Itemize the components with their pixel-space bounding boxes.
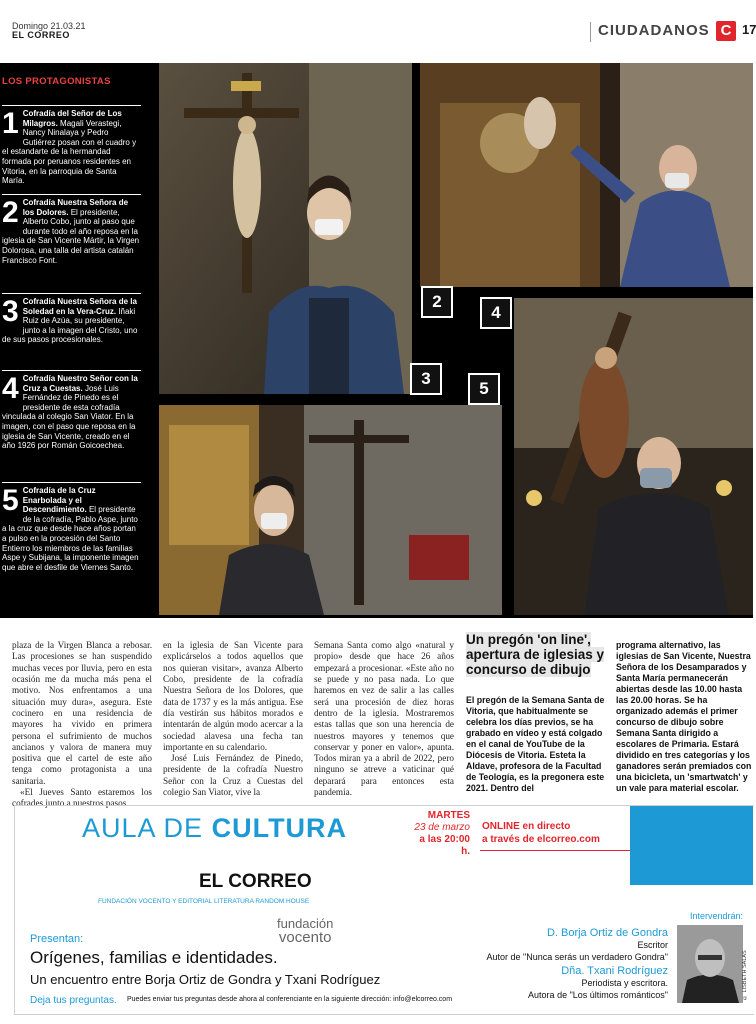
article-text: plaza de la Virgen Blanca a rebosar. Las procesiones se han suspendido muchas veces por lluvia, pero en esta ocasión me da mucha más pena el motivo. Nos enfrentamos a una situación muy dura», asegura. Este cocinero en una residencia de mayores ha vivido en primera persona el sufrimiento de muchos ancianos y valora de manera muy positiva que el cartel de este año tenga como protagonista a una sanitaria.	[12, 640, 152, 786]
ad-ask-label: Deja tus preguntas.	[30, 995, 117, 1006]
divider	[2, 370, 141, 371]
ad-intervendran: Intervendrán:	[690, 911, 744, 921]
article-column-2	[163, 640, 303, 798]
ad-schedule	[410, 810, 470, 858]
protagonist-number: 3	[2, 295, 19, 328]
ad-time: a las 20:00 h.	[419, 834, 470, 857]
protagonist-caption: José Luis Fernández de Pinedo es el presidente de esta cofradía vinculada al colegio San Viator. En la imagen, con el paso que reposa en la iglesia de San Vicente, creado en el año 1926 por Román Goicoechea.	[2, 383, 136, 451]
ad-cultura-word: CULTURA	[211, 813, 348, 843]
article-text: Semana Santa como algo «natural y propio» desde que hace 26 años empezará a procesionar. «Este año no se puede y no pasa nada. Lo que haremos en vez de salir a las calles será una procesión de diez horas dentro de la iglesia. Mostraremos estas tallas que son una herencia de nuestros mayores y tenemos que conservar y poner en valor», apunta. Todos miran ya a abril de 2022, pero ninguno se atreve a vaticinar qué deparará para entonces esta pandemia.	[314, 640, 454, 798]
photo-2	[420, 63, 753, 287]
sidebar-column-2: programa alternativo, las iglesias de San Vicente, Nuestra Señora de los Desamparados y Santa María permanecerán abiertas desde las 10.00 hasta las 20.00 horas. Se ha organizado además el primer concurso de dibujo sobre Semana Santa dirigido a escolares de Primaria. Estará dividido en tres categorías y los ganadores serán premiados con una bicicleta, un 'smartwatch' y un vale para material escolar.	[616, 640, 752, 793]
ad-aula-word: AULA DE	[82, 813, 204, 843]
protagonist-caption: Iñaki Ruiz de Azúa, su presidente, junto a la imagen del Cristo, uno de sus pasos procesionales.	[2, 306, 138, 345]
ad-photo-credit: © LISBETH SALAS	[742, 950, 748, 1000]
section-title: CIUDADANOS	[598, 22, 710, 39]
ad-divider	[480, 850, 630, 851]
ad-speaker1-name: D. Borja Ortiz de Gondra	[546, 927, 668, 939]
ad-online	[482, 820, 600, 846]
protagonist-caption: El presidente de la cofradía, Pablo Aspe, junto a la cruz que desde hace años portan a pulso en la procesión del Santo Entierro los miembros de las familias Aspe y Subijana, la imponente imagen que abre el desfile de Viernes Santo.	[2, 505, 139, 572]
ad-fundacion-word: fundación	[277, 916, 334, 931]
article-column-1	[12, 640, 152, 810]
ad-speaker-photo	[677, 925, 743, 1003]
ad-presentan: Presentan:	[30, 933, 84, 945]
protagonist-2	[2, 198, 141, 265]
protagonist-1	[2, 109, 141, 186]
ad-brand: EL CORREO	[199, 871, 312, 892]
photo-badge-3: 3	[410, 363, 442, 395]
ad-speakers	[440, 926, 668, 1001]
ad-online-via: a través de elcorreo.com	[482, 834, 600, 845]
protagonists-title: LOS PROTAGONISTAS	[2, 76, 111, 87]
protagonist-number: 1	[2, 107, 19, 140]
article-text: «El Jueves Santo estaremos los cofrades junto a nuestros pasos	[12, 787, 152, 809]
ad-speaker1-book: Autor de "Nunca serás un verdadero Gondra"	[486, 951, 668, 962]
photo-1	[159, 63, 412, 394]
protagonist-name: Cofradía del Señor de Los Milagros.	[22, 109, 122, 128]
ad-blue-block	[630, 806, 753, 885]
protagonist-name: Cofradía Nuestra Señora de los Dolores.	[22, 198, 129, 217]
protagonist-name: Cofradía de la Cruz Enarbolada y el Descendimiento.	[22, 486, 96, 515]
ad-speaker1-role: Escritor	[637, 940, 668, 951]
protagonist-3	[2, 297, 141, 345]
protagonist-caption: Magali Verastegi, Nancy Ninalaya y Pedro Gutiérrez posan con el cuadro y el estandarte de la hermandad formada por peruanos residentes en Vitoria, en la parroquia de Santa María.	[2, 118, 137, 186]
ad-foundation-line: FUNDACIÓN VOCENTO Y EDITORIAL LITERATURA RANDOM HOUSE	[98, 898, 310, 905]
photo-badge-5: 5	[468, 373, 500, 405]
edition-date: Domingo 21.03.21	[12, 21, 86, 31]
ad-speaker2-role: Periodista y escritora.	[581, 977, 668, 988]
photo-badge-4: 4	[480, 297, 512, 329]
protagonist-5	[2, 486, 141, 572]
ad-event-subtitle: Un encuentro entre Borja Ortiz de Gondra y Txani Rodríguez	[30, 972, 381, 987]
protagonist-4	[2, 374, 141, 451]
sidebar-headline	[466, 633, 611, 678]
photo-badge-2: 2	[421, 286, 453, 318]
ad-ask-text: Puedes enviar tus preguntas desde ahora al conferenciante en la siguiente dirección: info@elcorreo.com	[127, 996, 453, 1003]
article-column-3	[314, 640, 454, 798]
article-text: José Luis Fernández de Pinedo, presidente de la cofradía Nuestro Señor con la Cruz a Cuestas del colegio San Viator, vive la	[163, 753, 303, 798]
newspaper-name: EL CORREO	[12, 30, 70, 40]
ad-speaker2-book: Autora de "Los últimos románticos"	[528, 989, 668, 1000]
protagonist-name: Cofradía Nuestra Señora de la Soledad en la Vera-Cruz.	[22, 297, 137, 316]
page-number: 17	[742, 22, 756, 37]
divider	[2, 194, 141, 195]
photo-3	[159, 405, 502, 615]
ad-aula-title	[82, 815, 347, 842]
protagonist-caption: El presidente, Alberto Cobo, junto al paso que durante todo el año reposa en la iglesia de San Vicente Mártir, la Virgen Dolorosa, una talla del artista catalán Francisco Font.	[2, 207, 140, 265]
sidebar-headline-text: Un pregón 'on line', apertura de iglesias y concurso de dibujo	[466, 632, 605, 677]
ad-speaker2-name: Dña. Txani Rodríguez	[561, 964, 668, 977]
photo-4	[514, 298, 753, 615]
ad-event-title: Orígenes, familias e identidades.	[30, 948, 278, 967]
ad-fundacion-logo	[277, 917, 333, 945]
ad-day: MARTES	[427, 810, 470, 821]
ad-date: 23 de marzo	[414, 822, 470, 833]
protagonist-number: 4	[2, 372, 19, 405]
ad-vocento-word: vocento	[278, 929, 332, 946]
article-text: en la iglesia de San Vicente para explicárselos a todos aquellos que nos quieran visitar», avanza Alberto Cobo, presidente de la cofradía Nuestra Señora de los Dolores, que data de 1737 y es la más antigua. Ese día vestirán sus hábitos morados e intentarán de algún modo acercar a la sociedad alavesa una fecha tan importante en su calendario.	[163, 640, 303, 752]
section-logo-icon: C	[716, 21, 736, 41]
header-divider	[590, 22, 591, 42]
ad-online-label: ONLINE en directo	[482, 821, 571, 832]
sidebar-body: El pregón de la Semana Santa de Vitoria, que habitualmente se celebra los días previos, se ha grabado en vídeo y está colgado en el canal de YouTube de la Diócesis de Vitoria. Esteta la Aldave, profesora de la Facultad de Teología, es la pregonera este 2021. Dentro del	[466, 695, 605, 793]
protagonist-name: Cofradía Nuestro Señor con la Cruz a Cuestas.	[22, 374, 138, 393]
protagonist-number: 5	[2, 484, 19, 517]
protagonist-number: 2	[2, 196, 19, 229]
divider	[2, 293, 141, 294]
divider	[2, 482, 141, 483]
divider	[2, 105, 141, 106]
